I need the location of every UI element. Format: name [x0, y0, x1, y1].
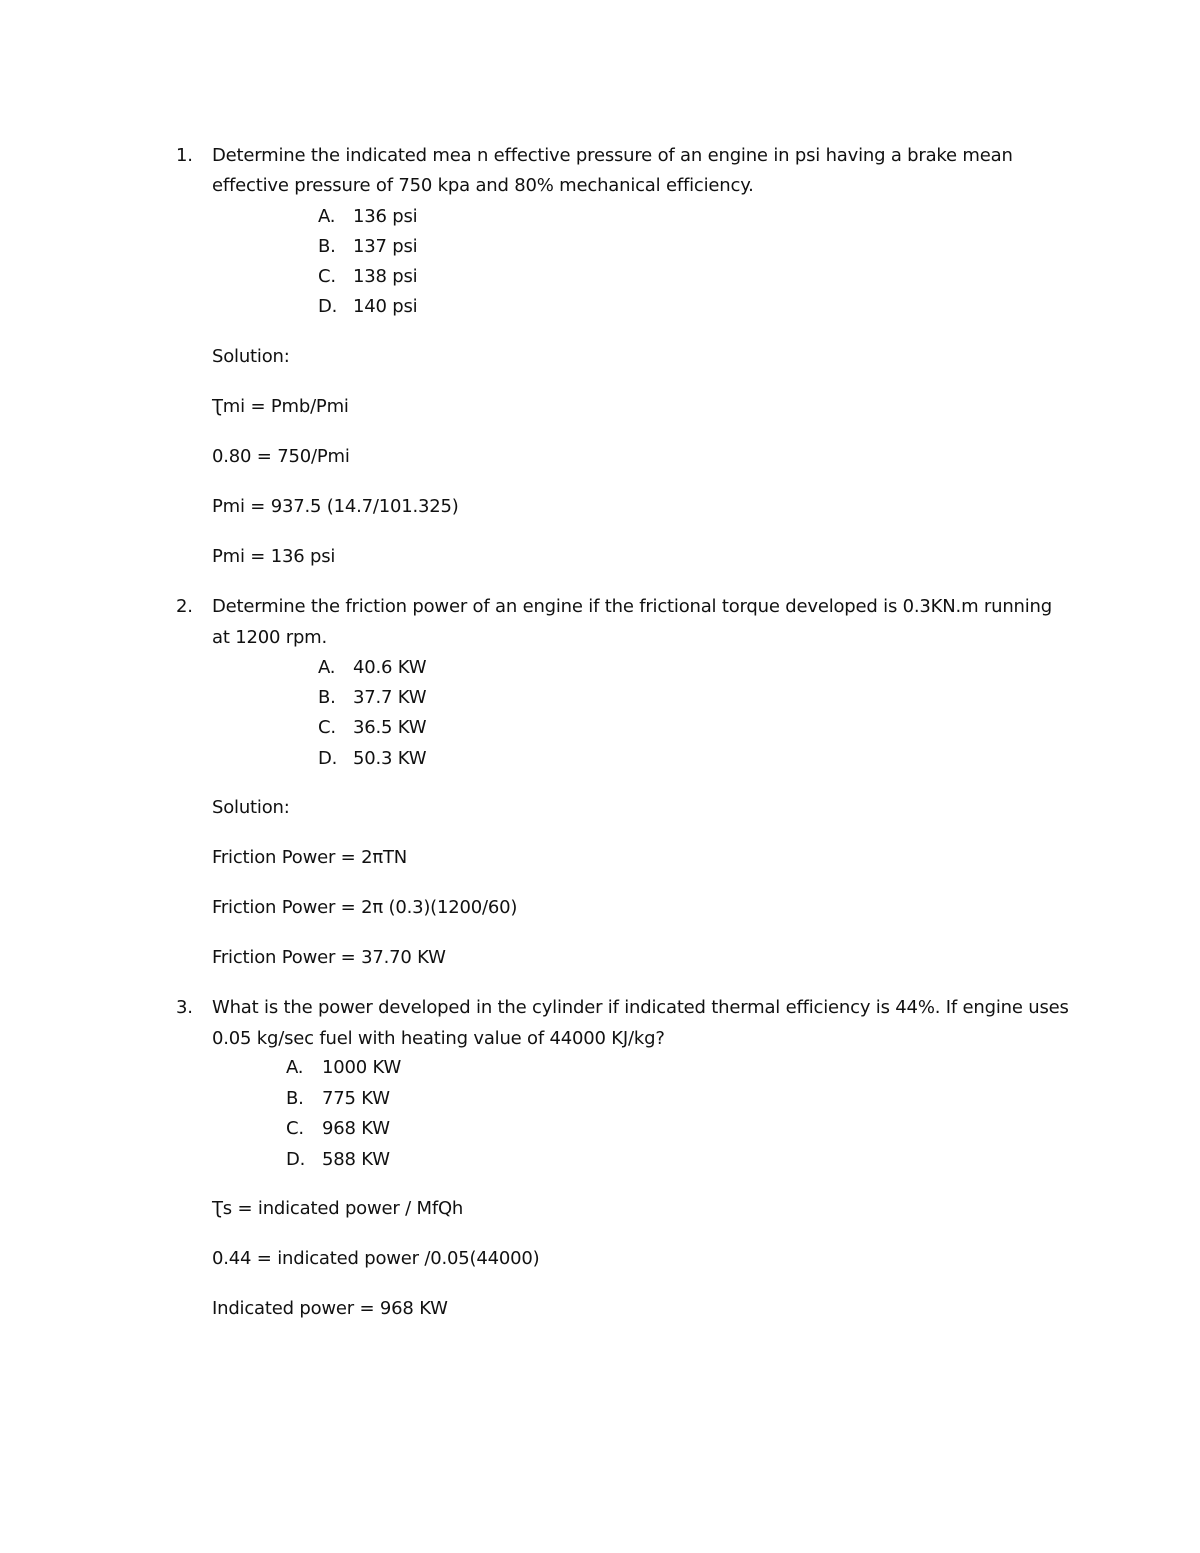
option-letter: D.: [318, 296, 338, 317]
question-text-line: effective pressure of 750 kpa and 80% mechanical efficiency.: [212, 175, 754, 196]
option-letter: B.: [318, 687, 336, 708]
option-text: 136 psi: [353, 206, 418, 227]
question-text-line: Determine the indicated mea n effective pressure of an engine in psi having a brake mean: [212, 145, 1013, 166]
question-text-line: at 1200 rpm.: [212, 627, 328, 648]
option-text: 40.6 KW: [353, 657, 427, 678]
option-letter: C.: [318, 717, 336, 738]
option-letter: B.: [286, 1088, 304, 1109]
question-text-line: Determine the friction power of an engine if the frictional torque developed is 0.3KN.m running: [212, 596, 1052, 617]
option-text: 138 psi: [353, 266, 418, 287]
option-letter: A.: [318, 206, 336, 227]
option-letter: D.: [286, 1149, 306, 1170]
solution-label: Solution:: [212, 346, 290, 367]
option-text: 588 KW: [322, 1149, 390, 1170]
option-text: 775 KW: [322, 1088, 390, 1109]
option-letter: A.: [286, 1057, 304, 1078]
option-text: 36.5 KW: [353, 717, 427, 738]
solution-line: Pmi = 937.5 (14.7/101.325): [212, 496, 459, 517]
question-text-line: 0.05 kg/sec fuel with heating value of 44000 KJ/kg?: [212, 1028, 665, 1049]
solution-line: Pmi = 136 psi: [212, 546, 336, 567]
option-text: 37.7 KW: [353, 687, 427, 708]
option-letter: A.: [318, 657, 336, 678]
option-letter: C.: [318, 266, 336, 287]
question-number: 2.: [176, 596, 193, 617]
question-number: 1.: [176, 145, 193, 166]
solution-line: Indicated power = 968 KW: [212, 1298, 448, 1319]
solution-line: 0.80 = 750/Pmi: [212, 446, 350, 467]
solution-line: Ʈs = indicated power / MfQh: [212, 1198, 464, 1219]
question-text-line: What is the power developed in the cylinder if indicated thermal efficiency is 44%. If engine uses: [212, 997, 1069, 1018]
solution-line: Friction Power = 2π (0.3)(1200/60): [212, 897, 518, 918]
option-text: 1000 KW: [322, 1057, 402, 1078]
solution-line: Ʈmi = Pmb/Pmi: [212, 396, 349, 417]
solution-line: Friction Power = 2πTN: [212, 847, 408, 868]
option-text: 137 psi: [353, 236, 418, 257]
option-letter: D.: [318, 748, 338, 769]
option-letter: C.: [286, 1118, 304, 1139]
question-number: 3.: [176, 997, 193, 1018]
option-text: 50.3 KW: [353, 748, 427, 769]
solution-label: Solution:: [212, 797, 290, 818]
option-text: 140 psi: [353, 296, 418, 317]
solution-line: Friction Power = 37.70 KW: [212, 947, 446, 968]
solution-line: 0.44 = indicated power /0.05(44000): [212, 1248, 540, 1269]
option-text: 968 KW: [322, 1118, 390, 1139]
option-letter: B.: [318, 236, 336, 257]
